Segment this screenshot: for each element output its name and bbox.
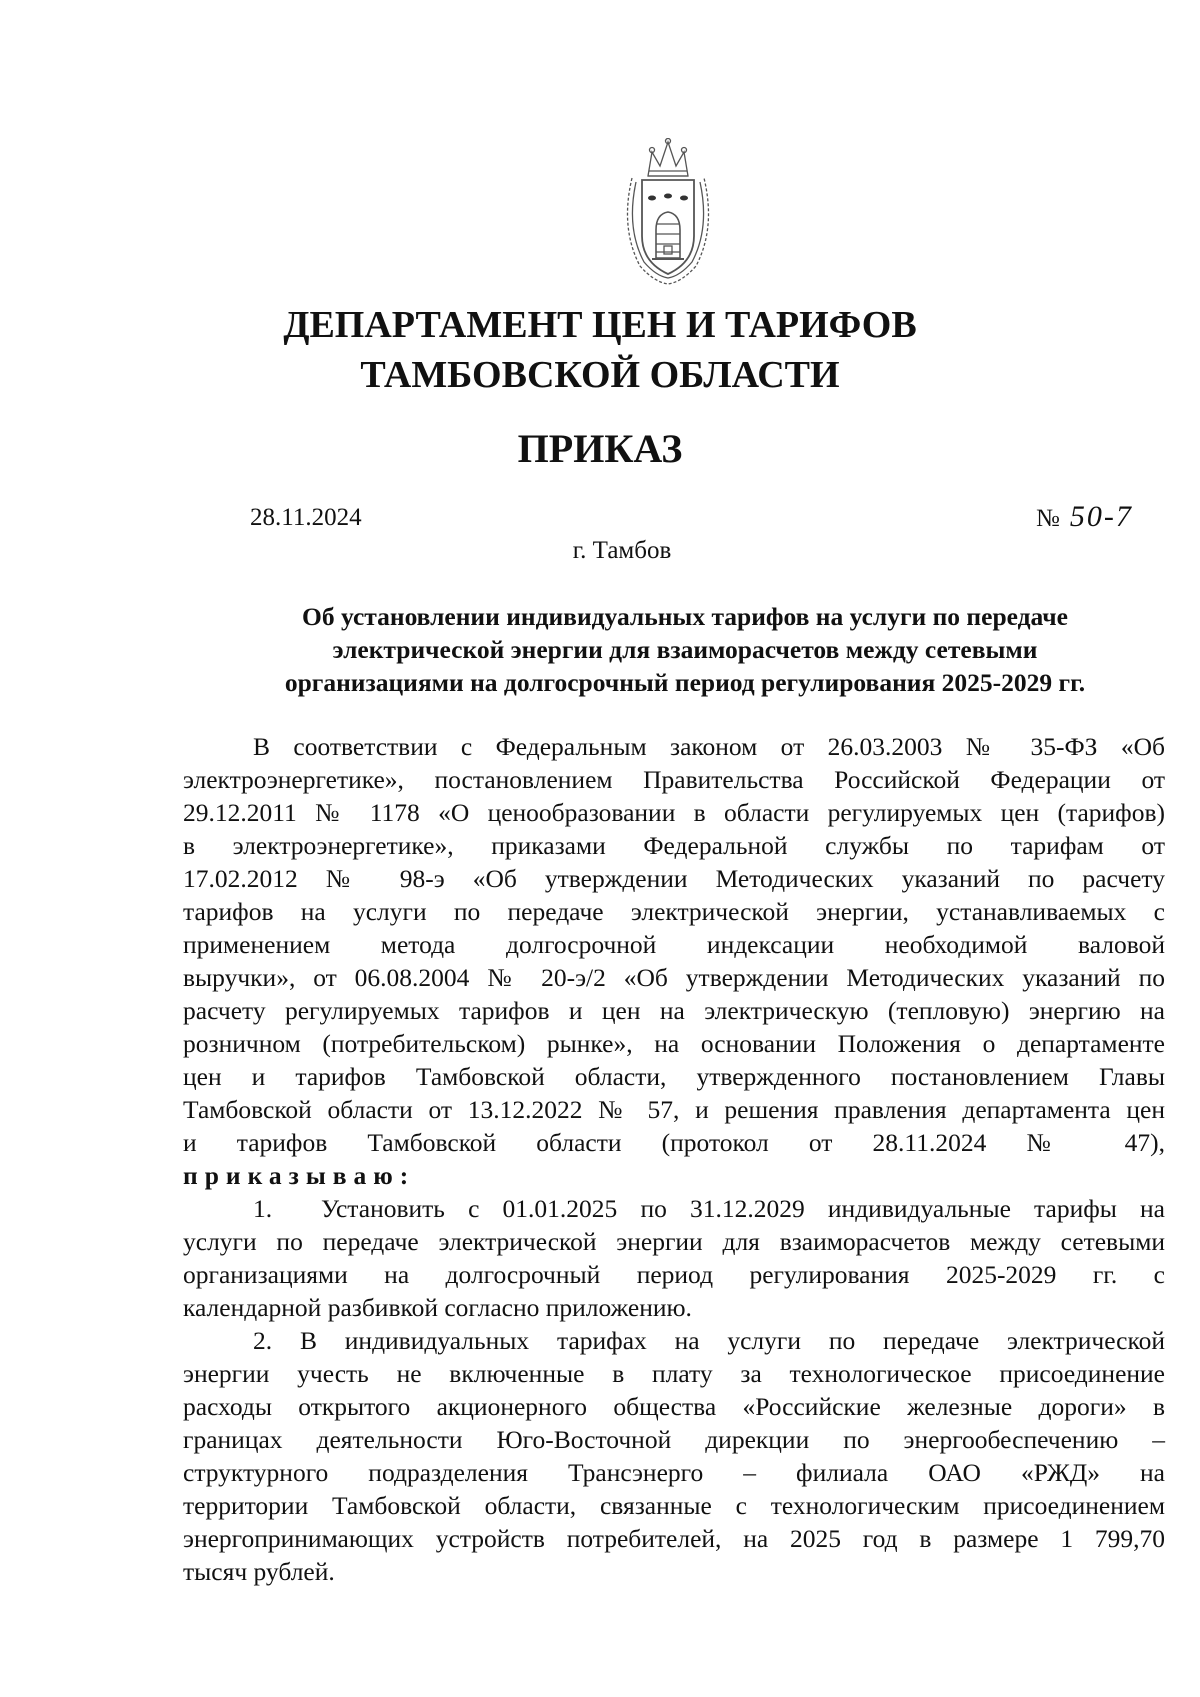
preamble-line: электроэнергетике», постановлением Правительства Российской Федерации от xyxy=(183,765,1165,794)
item-2-line: расходы открытого акционерного общества «Российские железные дороги» в xyxy=(183,1392,1165,1421)
document-city: г. Тамбов xyxy=(572,537,672,564)
item-1-line: услуги по передаче электрической энергии для взаиморасчетов между сетевыми xyxy=(183,1227,1165,1256)
item-2-line: энергии учесть не включенные в плату за технологическое присоединение xyxy=(183,1359,1165,1388)
preamble-line: 29.12.2011 № 1178 «О ценообразовании в области регулируемых цен (тарифов) xyxy=(183,798,1165,827)
preamble-line: в электроэнергетике», приказами Федеральной службы по тарифам от xyxy=(183,831,1165,860)
item-2-line: границах деятельности Юго-Восточной дирекции по энергообеспечению – xyxy=(183,1425,1165,1454)
document-subject xyxy=(205,600,1165,699)
item-1-line: календарной разбивкой согласно приложению. xyxy=(183,1293,692,1322)
item-2-line: территории Тамбовской области, связанные с технологическим присоединением xyxy=(183,1491,1165,1520)
department-title-line2: ТАМБОВСКОЙ ОБЛАСТИ xyxy=(360,354,840,396)
item-2-line: структурного подразделения Трансэнерго – филиала ОАО «РЖД» на xyxy=(183,1458,1165,1487)
department-title xyxy=(0,300,1200,400)
tambov-coat-of-arms-icon xyxy=(618,138,718,286)
decree-word: приказываю: xyxy=(183,1161,416,1190)
document-number-handwritten: 50-7 xyxy=(1069,500,1133,533)
preamble-line: выручки», от 06.08.2004 № 20-э/2 «Об утверждении Методических указаний по xyxy=(183,963,1165,992)
preamble-line: розничном (потребительском) рынке», на основании Положения о департаменте xyxy=(183,1029,1165,1058)
document-number xyxy=(1036,500,1133,534)
item-1-line xyxy=(183,1192,1165,1225)
preamble-line: применением метода долгосрочной индексации необходимой валовой xyxy=(183,930,1165,959)
item-2-line: тысяч рублей. xyxy=(183,1557,335,1586)
department-title-line1: ДЕПАРТАМЕНТ ЦЕН И ТАРИФОВ xyxy=(283,304,917,346)
preamble-line: В соответствии с Федеральным законом от 26.03.2003 № 35-ФЗ «Об xyxy=(253,732,1165,761)
subject-line: организациями на долгосрочный период регулирования 2025-2029 гг. xyxy=(284,668,1086,697)
preamble-line: тарифов на услуги по передаче электрической энергии, устанавливаемых с xyxy=(183,897,1165,926)
preamble-line: и тарифов Тамбовской области (протокол от 28.11.2024 № 47), xyxy=(183,1128,1165,1157)
item-1-text: Установить с 01.01.2025 по 31.12.2029 индивидуальные тарифы на xyxy=(321,1194,1165,1223)
preamble-line: цен и тарифов Тамбовской области, утвержденного постановлением Главы xyxy=(183,1062,1165,1091)
item-2-line: 2. В индивидуальных тарифах на услуги по передаче электрической xyxy=(253,1326,1165,1355)
item-1-number: 1. xyxy=(253,1194,273,1223)
preamble-line: расчету регулируемых тарифов и цен на электрическую (тепловую) энергию на xyxy=(183,996,1165,1025)
preamble-line: 17.02.2012 № 98-э «Об утверждении Методических указаний по расчету xyxy=(183,864,1165,893)
document-number-prefix: № xyxy=(1036,505,1060,532)
item-2-line: энергопринимающих устройств потребителей, на 2025 год в размере 1 799,70 xyxy=(183,1524,1165,1553)
document-type: ПРИКАЗ xyxy=(517,426,683,471)
item-1-line: организациями на долгосрочный период регулирования 2025-2029 гг. с xyxy=(183,1260,1165,1289)
document-body xyxy=(183,730,1165,1588)
document-date: 28.11.2024 xyxy=(250,504,362,531)
subject-line: электрической энергии для взаиморасчетов между сетевыми xyxy=(332,635,1038,664)
preamble-line: Тамбовской области от 13.12.2022 № 57, и решения правления департамента цен xyxy=(183,1095,1165,1124)
subject-line: Об установлении индивидуальных тарифов на услуги по передаче xyxy=(302,602,1068,631)
